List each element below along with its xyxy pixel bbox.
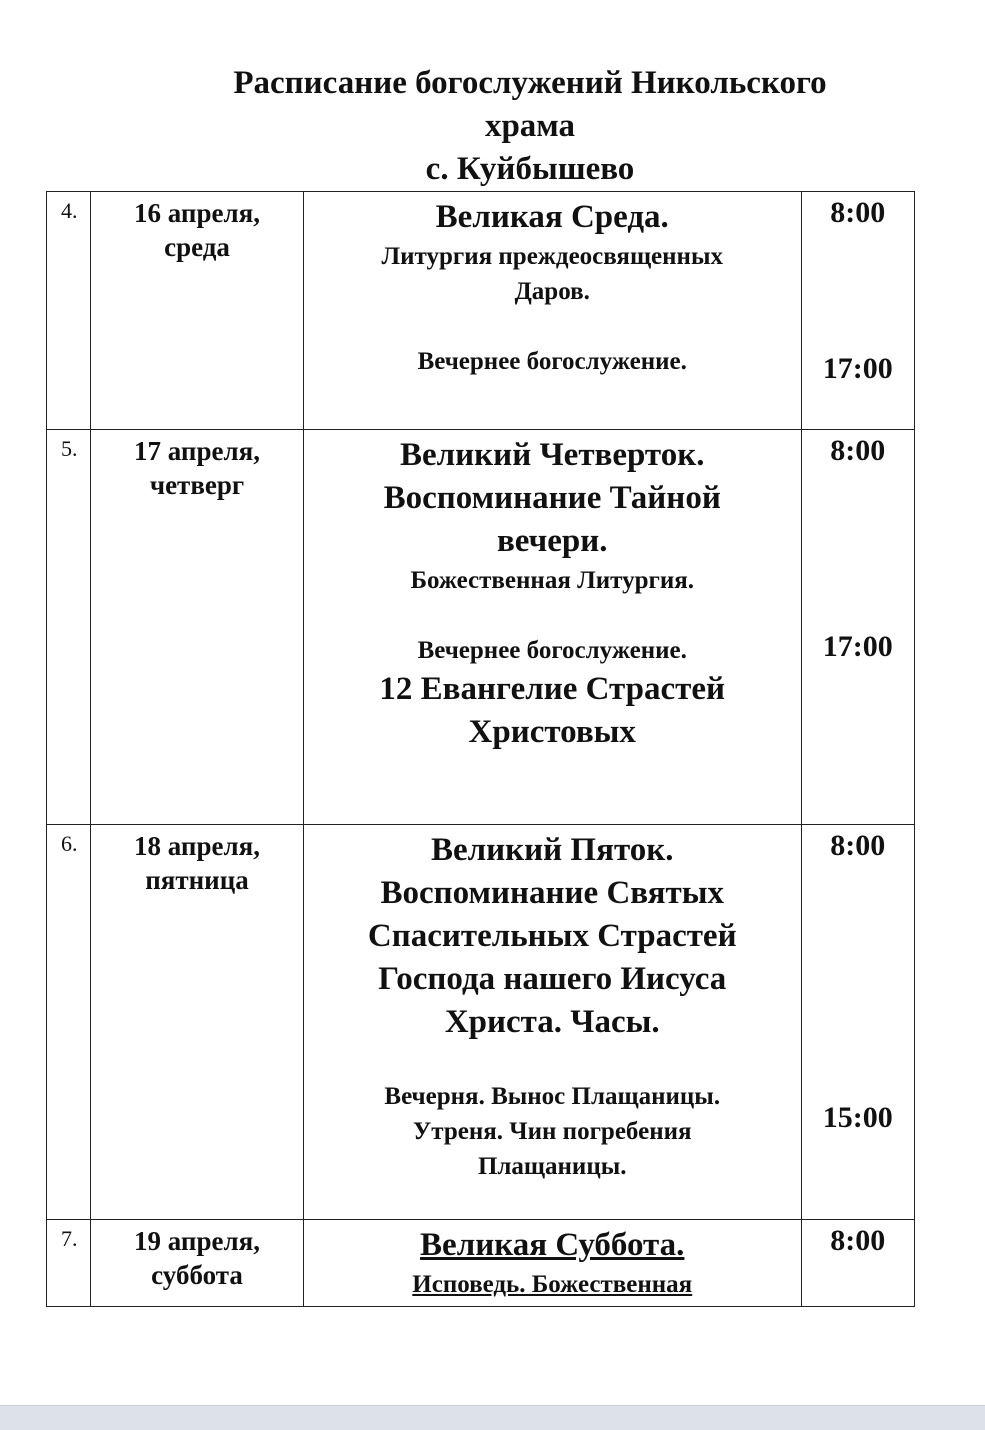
date-weekday: суббота [151, 1260, 243, 1290]
service-title: Воспоминание Святых [380, 875, 724, 911]
date-cell [91, 430, 304, 825]
row-number: 4. [61, 198, 78, 223]
row-number-cell [47, 825, 91, 1220]
table-row [47, 1220, 915, 1307]
time-morning: 8:00 [830, 196, 886, 229]
time-cell [801, 430, 914, 825]
time-evening: 17:00 [822, 630, 893, 663]
service-line: Исповедь. Божественная [412, 1271, 693, 1298]
service-line: Вечерня. Вынос Плащаницы. [384, 1083, 721, 1110]
row-number: 7. [61, 1226, 78, 1251]
service-title: Великий Четверток. [399, 437, 705, 473]
date [91, 1220, 303, 1292]
service-line: Плащаницы. [477, 1153, 627, 1180]
schedule-table [46, 191, 915, 1307]
time-morning: 8:00 [830, 829, 886, 862]
date-day: 16 апреля, [134, 198, 260, 228]
row-number-cell [47, 1220, 91, 1307]
table-row [47, 430, 915, 825]
service-cell [303, 825, 801, 1220]
service-description [304, 192, 801, 379]
date-weekday: пятница [145, 865, 249, 895]
time-morning: 8:00 [830, 1224, 886, 1257]
table-row [47, 192, 915, 430]
row-number: 5. [61, 436, 78, 461]
date-day: 17 апреля, [134, 436, 260, 466]
time-morning: 8:00 [830, 434, 886, 467]
table-row [47, 825, 915, 1220]
service-title: Воспоминание Тайной [383, 480, 721, 516]
service-description [304, 1220, 801, 1302]
time-cell [801, 825, 914, 1220]
viewer-bottom-bar [0, 1405, 985, 1430]
service-line: Даров. [514, 278, 590, 305]
date-cell [91, 192, 304, 430]
date [91, 192, 303, 264]
time-cell [801, 192, 914, 430]
service-title: Христовых [468, 714, 636, 750]
service-cell [303, 192, 801, 430]
date-weekday: четверг [149, 470, 245, 500]
date-day: 19 апреля, [134, 1226, 260, 1256]
time-evening: 15:00 [822, 1101, 893, 1134]
date [91, 430, 303, 502]
service-title: Великая Суббота. [420, 1227, 685, 1263]
time-evening: 17:00 [822, 352, 893, 385]
service-description [304, 430, 801, 754]
service-title: Христа. Часы. [444, 1004, 660, 1040]
service-cell [303, 1220, 801, 1307]
time-cell [801, 1220, 914, 1307]
row-number-cell [47, 430, 91, 825]
service-description [304, 825, 801, 1184]
service-title: Спасительных Страстей [367, 918, 737, 954]
service-line: Вечернее богослужение. [417, 637, 687, 664]
date-day: 18 апреля, [134, 831, 260, 861]
row-number-cell [47, 192, 91, 430]
title-line-2: храма [484, 108, 576, 144]
service-line: Вечернее богослужение. [417, 348, 687, 375]
title-line-3: с. Куйбышево [425, 151, 635, 187]
title-line-1: Расписание богослужений Никольского [233, 65, 827, 101]
page-title [180, 62, 880, 191]
service-line: Божественная Литургия. [410, 567, 695, 594]
date-cell [91, 825, 304, 1220]
date [91, 825, 303, 897]
service-cell [303, 430, 801, 825]
service-title: 12 Евангелие Страстей [379, 671, 726, 707]
service-line: Литургия преждеосвященных [381, 243, 723, 270]
row-number: 6. [61, 831, 78, 856]
service-title: Господа нашего Иисуса [378, 961, 727, 997]
service-title: Великий Пяток. [430, 832, 674, 868]
service-title: Великая Среда. [435, 199, 669, 235]
date-weekday: среда [164, 232, 230, 262]
service-line: Утреня. Чин погребения [412, 1118, 692, 1145]
service-title: вечери. [496, 523, 608, 559]
date-cell [91, 1220, 304, 1307]
